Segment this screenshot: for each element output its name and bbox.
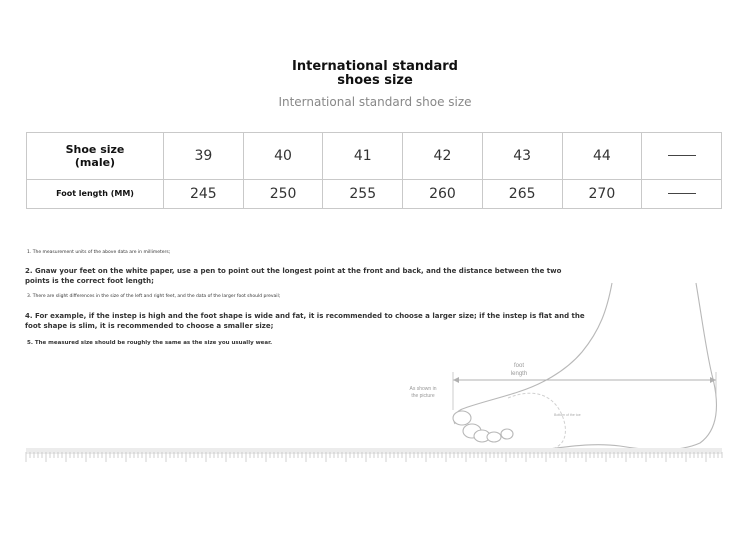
length-cell: 265 [482, 179, 562, 208]
sole-outline [508, 393, 565, 450]
shoe-size-label-line2: (male) [74, 155, 116, 169]
size-cell: 40 [243, 133, 323, 180]
foot-length-label: Foot length (MM) [27, 179, 164, 208]
note-3: 3. There are slight differences in the size of the left and right feet, and the data of the larger foot should prevail; [27, 294, 281, 299]
arrow-head-left [453, 377, 459, 383]
size-cell: 41 [323, 133, 403, 180]
foot-length-label-line1: foot [513, 363, 525, 369]
leg-outline [518, 283, 612, 392]
size-cell: 43 [482, 133, 562, 180]
note-1: 1. The measurement units of the above data are in millimeters; [27, 250, 171, 255]
note-5: 5. The measured size should be roughly the same as the size you usually wear. [27, 340, 273, 346]
size-cell: 39 [164, 133, 244, 180]
note-4: 4. For example, if the instep is high and the foot shape is wide and fat, it is recommended to choose a larger size; if the instep is flat and the foot shape is slim, it is recommended to choose a smaller size; [25, 312, 585, 330]
picture-label-line2: the picture [411, 393, 435, 399]
note-2: 2. Gnaw your feet on the white paper, use a pen to point out the longest point at the front and back, and the distance between the two points is the correct foot length; [25, 267, 562, 285]
toe-label: Bottom of the toe [554, 413, 581, 417]
length-cell: 245 [164, 179, 244, 208]
toes [453, 411, 513, 442]
picture-label-line1: As shown in [409, 386, 437, 392]
size-cell: 44 [562, 133, 642, 180]
shoe-size-label-line1: Shoe size [65, 142, 125, 156]
length-cell: 270 [562, 179, 642, 208]
length-cell: 250 [243, 179, 323, 208]
size-cell: 42 [403, 133, 483, 180]
foot-length-label-line2: length [510, 371, 528, 377]
ruler [26, 448, 722, 462]
length-cell: 255 [323, 179, 403, 208]
length-cell: 260 [403, 179, 483, 208]
page-subtitle: International standard shoe size [278, 95, 472, 109]
page-title-line2: shoes size [337, 73, 413, 88]
page-title-line1: International standard [292, 59, 458, 74]
